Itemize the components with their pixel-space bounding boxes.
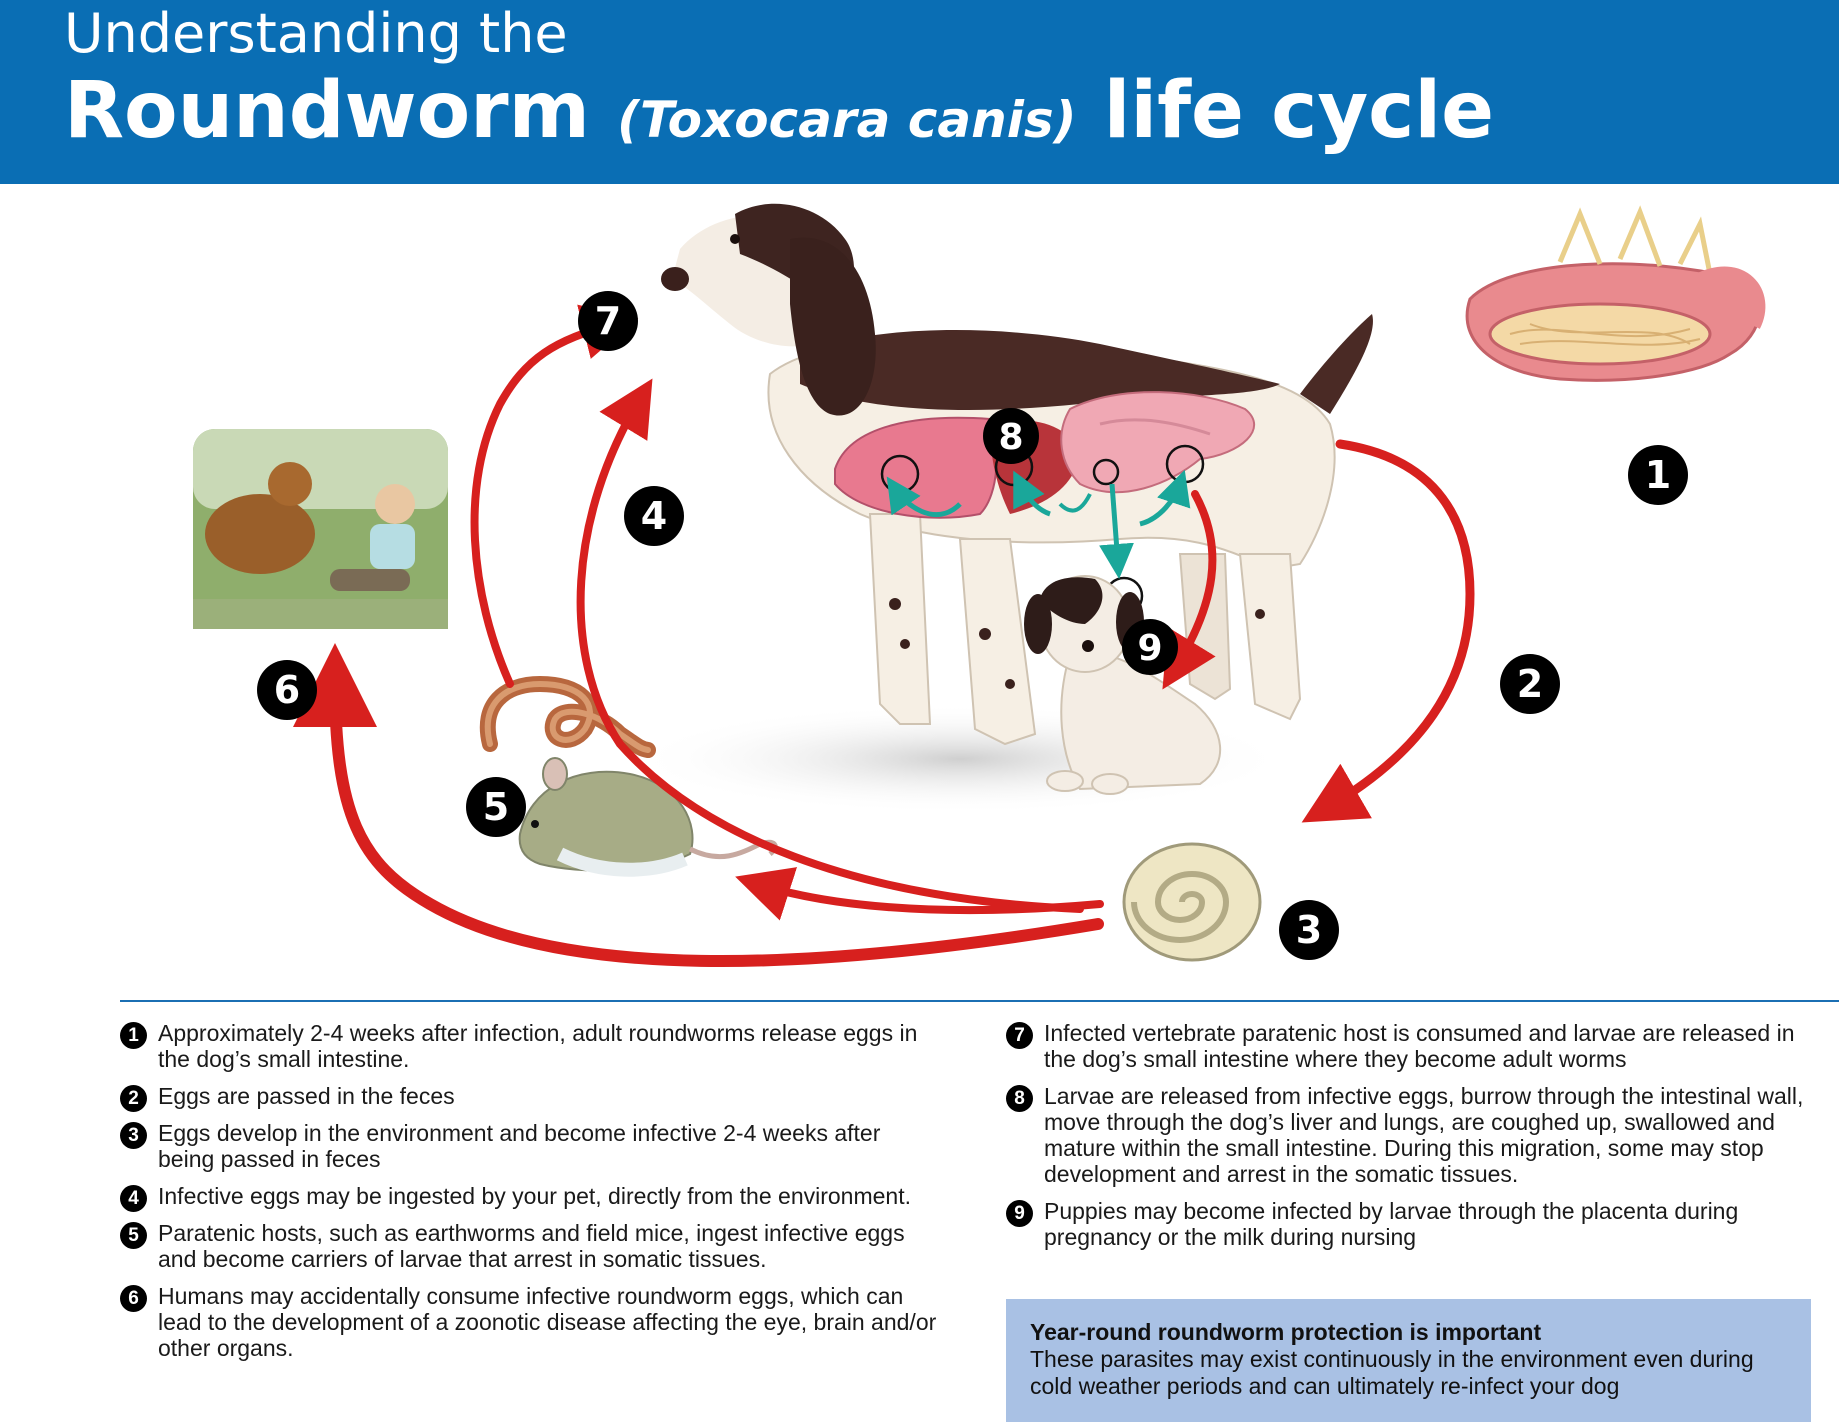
- step-text: Paratenic hosts, such as earthworms and field mice, ingest infective eggs and become carriers of larvae that arrest in somatic tissues.: [158, 1220, 905, 1272]
- step-label-5: [466, 777, 526, 837]
- life-cycle-diagram: [0, 184, 1839, 984]
- step-label-8: [983, 408, 1039, 464]
- callout-body: These parasites may exist continuously in the environment even during cold weather periods and can ultimately re-infect your dog: [1030, 1346, 1754, 1399]
- title-main: Roundworm: [64, 66, 590, 156]
- step-number-badge: 1: [120, 1022, 147, 1049]
- svg-text:2: 2: [1516, 662, 1544, 706]
- step-item: [120, 1220, 940, 1272]
- step-label-1: [1628, 445, 1688, 505]
- step-label-9: [1122, 619, 1178, 675]
- svg-text:7: 7: [594, 299, 622, 343]
- header-banner: [0, 0, 1839, 184]
- step-label-2: [1500, 654, 1560, 714]
- step-label-7: [578, 291, 638, 351]
- step-label-6: [257, 660, 317, 720]
- step-number-badge: 4: [120, 1185, 147, 1212]
- svg-text:8: 8: [998, 417, 1024, 458]
- step-item: [1006, 1020, 1826, 1072]
- svg-text:3: 3: [1295, 908, 1323, 952]
- step-number-badge: 3: [120, 1122, 147, 1149]
- step-number-badge: 6: [120, 1285, 147, 1312]
- step-text: Humans may accidentally consume infective roundworm eggs, which can lead to the development of a zoonotic disease affecting the eye, brain and/or other organs.: [158, 1283, 937, 1361]
- header-title: [64, 66, 1494, 156]
- step-text: Puppies may become infected by larvae through the placenta during pregnancy or the milk during nursing: [1044, 1198, 1739, 1250]
- header-subtitle: Understanding the: [64, 2, 568, 65]
- step-number-badge: 5: [120, 1222, 147, 1249]
- svg-text:1: 1: [1644, 453, 1672, 497]
- step-list-left: [120, 1020, 940, 1372]
- protection-callout: [1006, 1299, 1811, 1422]
- child-with-dog-photo: [193, 429, 448, 629]
- step-text: Infected vertebrate paratenic host is consumed and larvae are released in the dog’s small intestine where they become adult worms: [1044, 1020, 1795, 1072]
- title-end: life cycle: [1103, 66, 1495, 156]
- step-item: [120, 1183, 940, 1209]
- step-text: Larvae are released from infective eggs, burrow through the intestinal wall, move through the dog’s liver and lungs, are coughed up, swallowed and mature within the small intestine. During this migration, some may stop development and arrest in the somatic tissues.: [1044, 1083, 1804, 1187]
- intestine-cross-section: [1467, 212, 1760, 380]
- step-text: Infective eggs may be ingested by your pet, directly from the environment.: [158, 1183, 911, 1209]
- step-item: [120, 1283, 940, 1361]
- step-item: [1006, 1198, 1826, 1250]
- step-item: [120, 1020, 940, 1072]
- step-item: [1006, 1083, 1826, 1187]
- step-item: [120, 1120, 940, 1172]
- svg-text:6: 6: [273, 668, 301, 712]
- coiled-egg: [1124, 844, 1260, 960]
- svg-text:4: 4: [640, 494, 668, 538]
- earthworm: [488, 684, 648, 750]
- callout-title: Year-round roundworm protection is important: [1030, 1319, 1542, 1345]
- step-number-badge: 2: [120, 1085, 147, 1112]
- step-label-3: [1279, 900, 1339, 960]
- svg-text:9: 9: [1137, 628, 1163, 669]
- step-list-right: [1006, 1020, 1826, 1261]
- step-text: Eggs are passed in the feces: [158, 1083, 455, 1109]
- step-number-badge: 7: [1006, 1022, 1033, 1049]
- step-item: [120, 1083, 940, 1109]
- svg-text:5: 5: [482, 785, 510, 829]
- section-divider: [120, 1000, 1839, 1002]
- title-scientific-name: (Toxocara canis): [617, 91, 1077, 149]
- step-number-badge: 8: [1006, 1085, 1033, 1112]
- dog: [661, 204, 1373, 744]
- step-label-4: [624, 486, 684, 546]
- step-text: Eggs develop in the environment and become infective 2-4 weeks after being passed in feces: [158, 1120, 881, 1172]
- step-text: Approximately 2-4 weeks after infection, adult roundworms release eggs in the dog’s small intestine.: [158, 1020, 918, 1072]
- step-number-badge: 9: [1006, 1200, 1033, 1227]
